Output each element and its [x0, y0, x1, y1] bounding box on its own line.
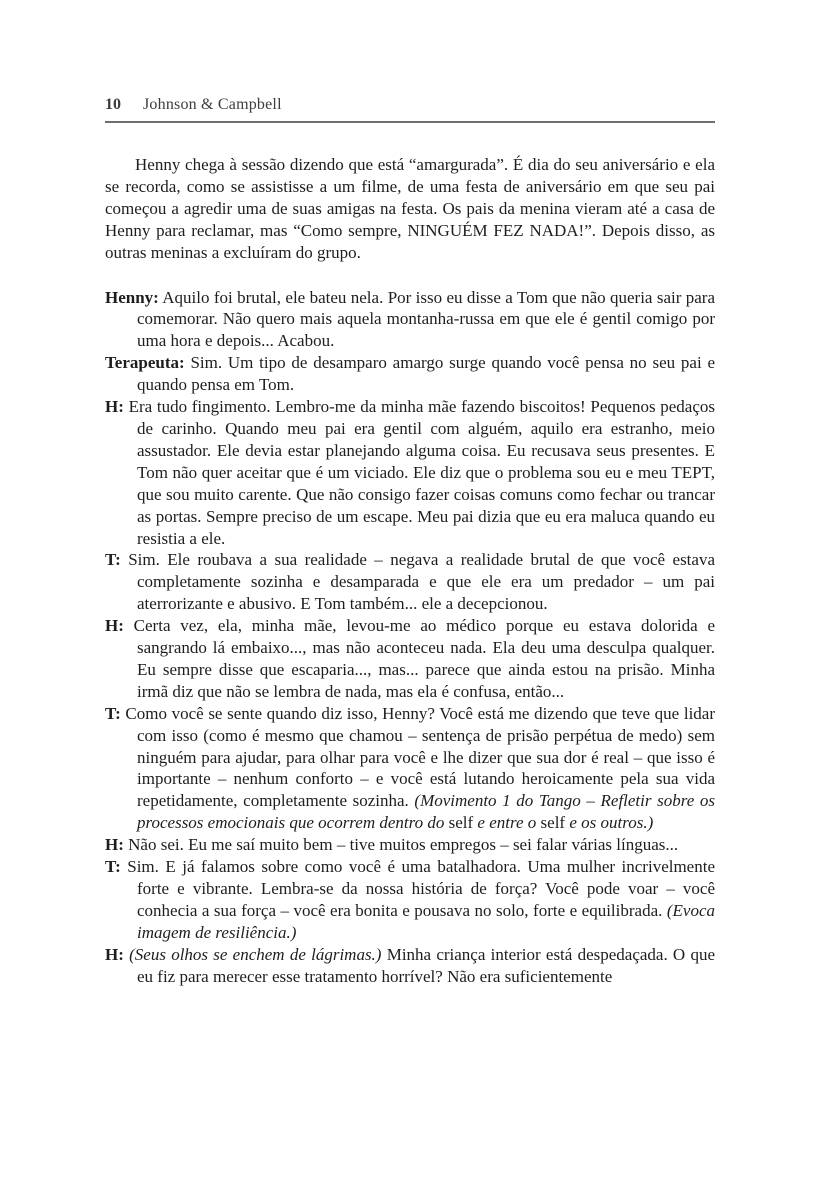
dialogue-entry: [105, 703, 715, 834]
page-number: 10: [105, 96, 121, 113]
dialogue-entry: [105, 856, 715, 944]
dialogue-text-italic: (Movimento 1 do Tango – Refletir sobre os processos emocionais que ocorrem dentro do: [137, 791, 715, 833]
speaker-label: Henny:: [105, 287, 159, 307]
dialogue-entry: [105, 396, 715, 549]
dialogue-text: Era tudo fingimento. Lembro-me da minha mãe fazendo biscoitos! Pequenos pedaços de carinho. Quando meu pai era gentil com alguém, aquilo era estranho, meio assustador. Ele devia estar planejando alguma coisa. Eu recusava seus presentes. E Tom não quer aceitar que é um viciado. Ele diz que o problema sou eu e meu TEPT, que sou muito carente. Que não consigo fazer coisas comuns como fechar ou trancar as portas. Sempre preciso de um escape. Meu pai dizia que eu era maluca quando eu resistia a ele.: [128, 397, 716, 548]
dialogue-entry: [105, 834, 715, 856]
dialogue-text: Aquilo foi brutal, ele bateu nela. Por isso eu disse a Tom que não queria sair para comemorar. Não quero mais aquela montanha-russa em que ele é gentil comigo por uma hora e depois... Acabou.: [137, 287, 716, 351]
dialogue-entry: [105, 944, 715, 988]
speaker-label: H:: [105, 397, 124, 417]
running-head: [105, 96, 715, 123]
dialogue-entry: [105, 287, 715, 353]
dialogue-entry: [105, 352, 715, 396]
speaker-label: T:: [105, 857, 121, 877]
speaker-label: H:: [105, 616, 124, 636]
dialogue-list: [105, 287, 715, 988]
dialogue-entry: [105, 615, 715, 703]
speaker-label: T:: [105, 550, 121, 570]
dialogue-text: self: [448, 813, 474, 833]
dialogue-text: Sim. Ele roubava a sua realidade – negava a realidade brutal de que você estava completamente sozinha e desamparada e que ele era um predador – um pai aterrorizante e abusivo. E Tom também... ele a decepcionou.: [128, 550, 715, 614]
dialogue-text-italic: e entre o: [473, 813, 541, 833]
dialogue-text: Não sei. Eu me saí muito bem – tive muitos empregos – sei falar várias línguas...: [128, 835, 679, 855]
dialogue-text: Como você se sente quando diz isso, Henny? Você está me dizendo que teve que lidar com isso (como é mesmo que chamou – sentença de prisão perpétua de medo) sem ninguém para ajudar, para olhar para você e lhe dizer que sua dor é real – que isso é importante – nenhum conforto – e você está lutando heroicamente pela sua vida repetidamente, completamente sozinha.: [125, 703, 715, 811]
speaker-label: Terapeuta:: [105, 353, 185, 373]
dialogue-text: Sim. Um tipo de desamparo amargo surge quando você pensa no seu pai e quando pensa em Tom.: [137, 353, 716, 395]
dialogue-entry: [105, 549, 715, 615]
running-title: Johnson & Campbell: [143, 96, 282, 113]
dialogue-text-italic: (Evoca imagem de resiliência.): [137, 900, 715, 942]
dialogue-text: Sim. E já falamos sobre como você é uma batalhadora. Uma mulher incrivelmente forte e vibrante. Lembra-se da nossa história de força? Você pode voar – você conhecia a sua força – você era bonita e pousava no solo, forte e equilibrada.: [127, 857, 716, 920]
dialogue-text: Minha criança interior está despedaçada. O que eu fiz para merecer esse tratamento horrível? Não era suficientemente: [137, 944, 715, 986]
speaker-label: T:: [105, 703, 121, 723]
book-page: [105, 96, 715, 988]
dialogue-text: Certa vez, ela, minha mãe, levou-me ao médico porque eu estava dolorida e sangrando lá embaixo..., mas não aconteceu nada. Ela deu uma desculpa qualquer. Eu sempre disse que escaparia..., mas... parece que ainda estou na prisão. Minha irmã diz que não se lembra de nada, mas ela é confusa, então...: [133, 616, 715, 701]
dialogue-text-italic: (Seus olhos se enchem de lágrimas.): [129, 944, 382, 964]
speaker-label: H:: [105, 944, 124, 964]
dialogue-text-italic: e os outros.): [565, 813, 654, 833]
speaker-label: H:: [105, 835, 124, 855]
intro-paragraph: Henny chega à sessão dizendo que está “amargurada”. É dia do seu aniversário e ela se recorda, como se assistisse a um filme, de uma festa de aniversário em que seu pai começou a agredir uma de suas amigas na festa. Os pais da menina vieram até a casa de Henny para reclamar, mas “Como sempre, NINGUÉM FEZ NADA!”. Depois disso, as outras meninas a excluíram do grupo.: [105, 155, 715, 262]
dialogue-text: self: [540, 813, 566, 833]
